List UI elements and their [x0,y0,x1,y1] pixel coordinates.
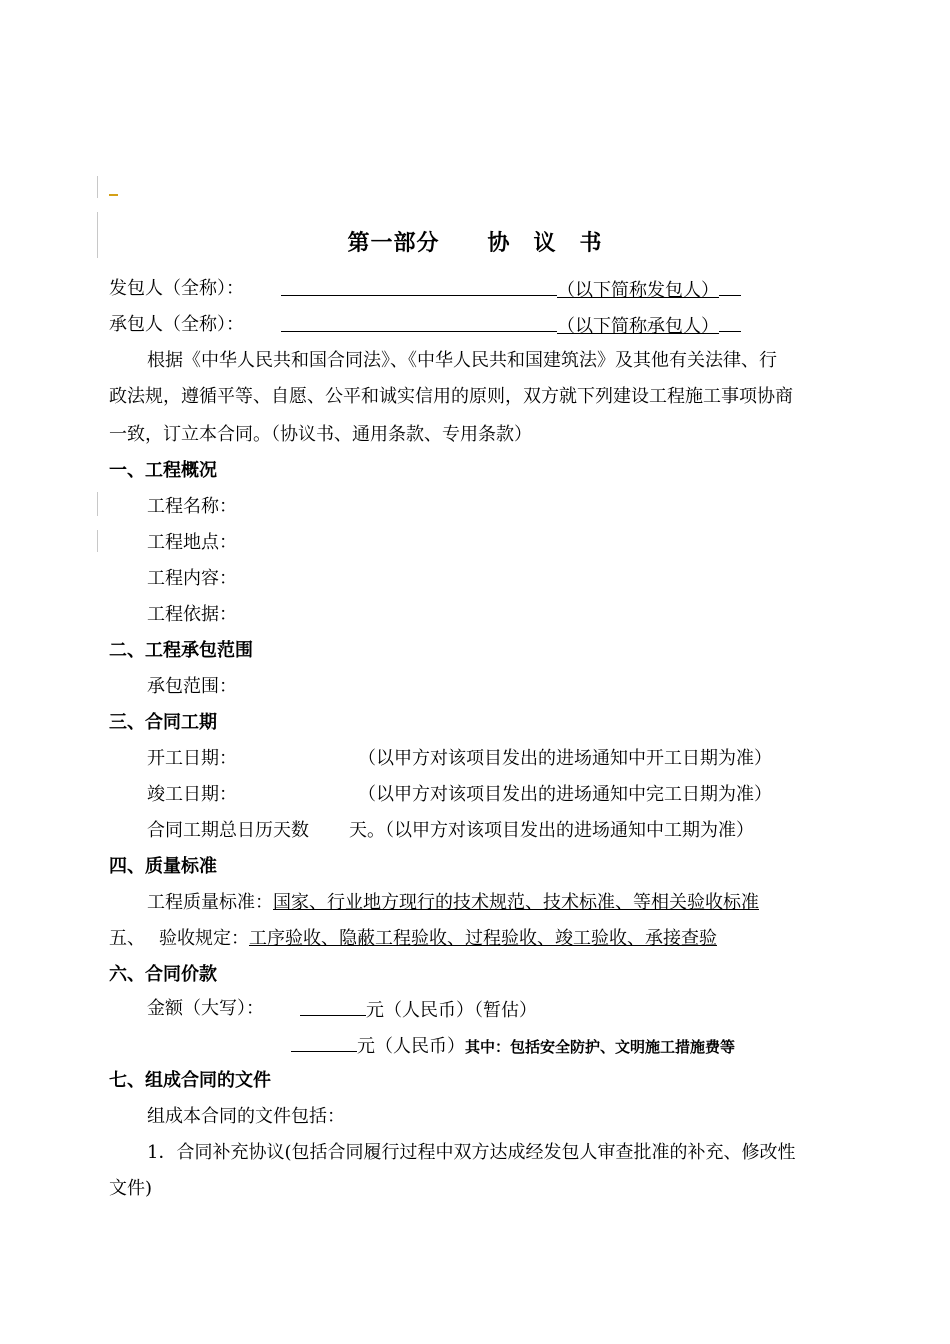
employer-blank[interactable] [281,278,557,296]
safety-fee-unit: 元（人民币） [357,1036,465,1057]
preamble-line: 根据《中华人民共和国合同法》、《中华人民共和国建筑法》及其他有关法律、行 [147,350,777,371]
project-basis-label: 工程依据： [147,604,237,625]
acceptance-rule [109,928,717,950]
start-date-note: （以甲方对该项目发出的进场通知中开工日期为准） [358,748,772,769]
section-heading: 四、质量标准 [109,856,217,877]
title-part: 第一部分 [347,231,440,256]
quality-label: 工程质量标准： [147,892,273,913]
margin-bar [97,530,98,552]
section-heading: 二、工程承包范围 [109,640,253,661]
duration-label: 合同工期总日历天数 [147,820,309,841]
amount-label: 金额（大写）： [147,998,264,1019]
contractor-suffix: （以下简称承包人） [557,316,719,337]
end-date-label: 竣工日期： [147,784,237,805]
employer-tail-blank [719,278,741,296]
document-item: 1．合同补充协议(包括合同履行过程中双方达成经发包人审查批准的补充、修改性 [147,1142,796,1163]
preamble-line: 一致，订立本合同。（协议书、通用条款、专用条款） [109,424,532,445]
amount-blank[interactable] [300,998,366,1016]
quality-standard [147,892,759,914]
margin-bar [97,176,98,198]
safety-fee-line [291,1034,735,1058]
amount-fill [300,998,537,1022]
margin-bar [97,492,98,516]
section-heading: 三、合同工期 [109,712,217,733]
preamble-line: 政法规，遵循平等、自愿、公平和诚实信用的原则，双方就下列建设工程施工事项协商 [109,386,793,407]
documents-intro: 组成本合同的文件包括： [147,1106,345,1127]
safety-fee-note: 其中：包括安全防护、文明施工措施费等 [465,1038,736,1056]
document-item-cont: 文件) [109,1178,153,1199]
acceptance-label: 验收规定： [159,928,249,949]
title-name: 协 议 书 [487,231,603,256]
project-content-label: 工程内容： [147,568,237,589]
employer-label: 发包人（全称）： [109,278,244,299]
contractor-tail-blank [719,314,741,332]
section-heading: 六、合同价款 [109,964,217,985]
contractor-fill [281,314,741,338]
employer-fill [281,278,741,302]
project-location-label: 工程地点： [147,532,237,553]
scope-label: 承包范围： [147,676,237,697]
section-heading: 一、工程概况 [109,460,217,481]
start-date-label: 开工日期： [147,748,237,769]
section-heading: 七、组成合同的文件 [109,1070,271,1091]
project-name-label: 工程名称： [147,496,237,517]
acceptance-value: 工序验收、隐蔽工程验收、过程验收、竣工验收、承接查验 [249,928,717,949]
quality-value: 国家、行业地方现行的技术规范、技术标准、等相关验收标准 [273,892,759,913]
end-date-note: （以甲方对该项目发出的进场通知中完工日期为准） [358,784,772,805]
duration-note: 天。（以甲方对该项目发出的进场通知中工期为准） [349,820,754,841]
contractor-blank[interactable] [281,314,557,332]
amount-unit: 元（人民币）（暂估） [366,1000,537,1021]
contractor-line [109,314,244,336]
safety-fee-blank[interactable] [291,1034,357,1052]
edit-marker [109,194,118,196]
employer-suffix: （以下简称发包人） [557,280,719,301]
contractor-label: 承包人（全称）： [109,314,244,335]
page-title [0,226,950,257]
section-prefix: 五、 [109,928,145,949]
employer-line [109,278,244,300]
